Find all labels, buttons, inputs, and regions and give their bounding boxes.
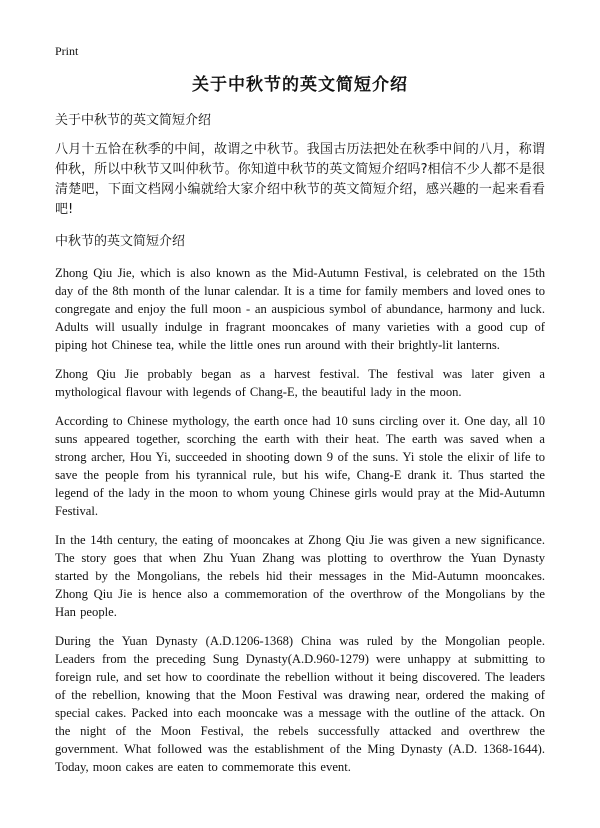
section-heading: 中秋节的英文简短介绍 — [55, 234, 186, 249]
paragraph-3: According to Chinese mythology, the earth once had 10 suns circling over it. One day, all 10 suns appeared together, scorching the earth with their heat. The earth was saved when a strong archer, Hou Yi, succeeded in shooting down 9 of the suns. Yi stole the elixir of life to save the people from his tyrannical rule, but his wife, Chang-E drank it. Thus started the legend of the lady in the moon to whom young Chinese girls would pray at the Mid-Autumn Festival. — [55, 414, 545, 518]
document-subtitle: 关于中秋节的英文简短介绍 — [55, 113, 212, 128]
document-title: 关于中秋节的英文简短介绍 — [192, 75, 408, 95]
print-link[interactable]: Print — [55, 44, 79, 58]
intro-paragraph: 八月十五恰在秋季的中间，故谓之中秋节。我国古历法把处在秋季中间的八月，称谓仲秋，所以中秋节又叫仲秋节。你知道中秋节的英文简短介绍吗?相信不少人都不是很清楚吧，下面文档网小编就给大家介绍中秋节的英文简短介绍，感兴趣的一起来看看吧! — [55, 142, 545, 217]
paragraph-1: Zhong Qiu Jie, which is also known as the Mid-Autumn Festival, is celebrated on the 15th day of the 8th month of the lunar calendar. It is a time for family members and loved ones to congregate and enjoy the full moon - an auspicious symbol of abundance, harmony and luck. Adults will usually indulge in fragrant mooncakes of many varieties with a good cup of piping hot Chinese tea, while the little ones run around with their brightly-lit lanterns. — [55, 266, 545, 352]
paragraph-2: Zhong Qiu Jie probably began as a harvest festival. The festival was later given a mythological flavour with legends of Chang-E, the beautiful lady in the moon. — [55, 367, 545, 399]
paragraph-5: During the Yuan Dynasty (A.D.1206-1368) China was ruled by the Mongolian people. Leaders from the preceding Sung Dynasty(A.D.960-1279) were unhappy at submitting to foreign rule, and set how to coordinate the rebellion without it being discovered. The leaders of the rebellion, knowing that the Moon Festival was drawing near, ordered the making of special cakes. Packed into each mooncake was a message with the outline of the attack. On the night of the Moon Festival, the rebels successfully attacked and overthrew the government. What followed was the establishment of the Ming Dynasty (A.D. 1368-1644). Today, moon cakes are eaten to commemorate this event. — [55, 634, 545, 774]
paragraph-4: In the 14th century, the eating of mooncakes at Zhong Qiu Jie was given a new significance. The story goes that when Zhu Yuan Zhang was plotting to overthrow the Yuan Dynasty started by the Mongolians, the rebels hid their messages in the Mid-Autumn mooncakes. Zhong Qiu Jie is hence also a commemoration of the overthrow of the Mongolians by the Han people. — [55, 533, 545, 619]
